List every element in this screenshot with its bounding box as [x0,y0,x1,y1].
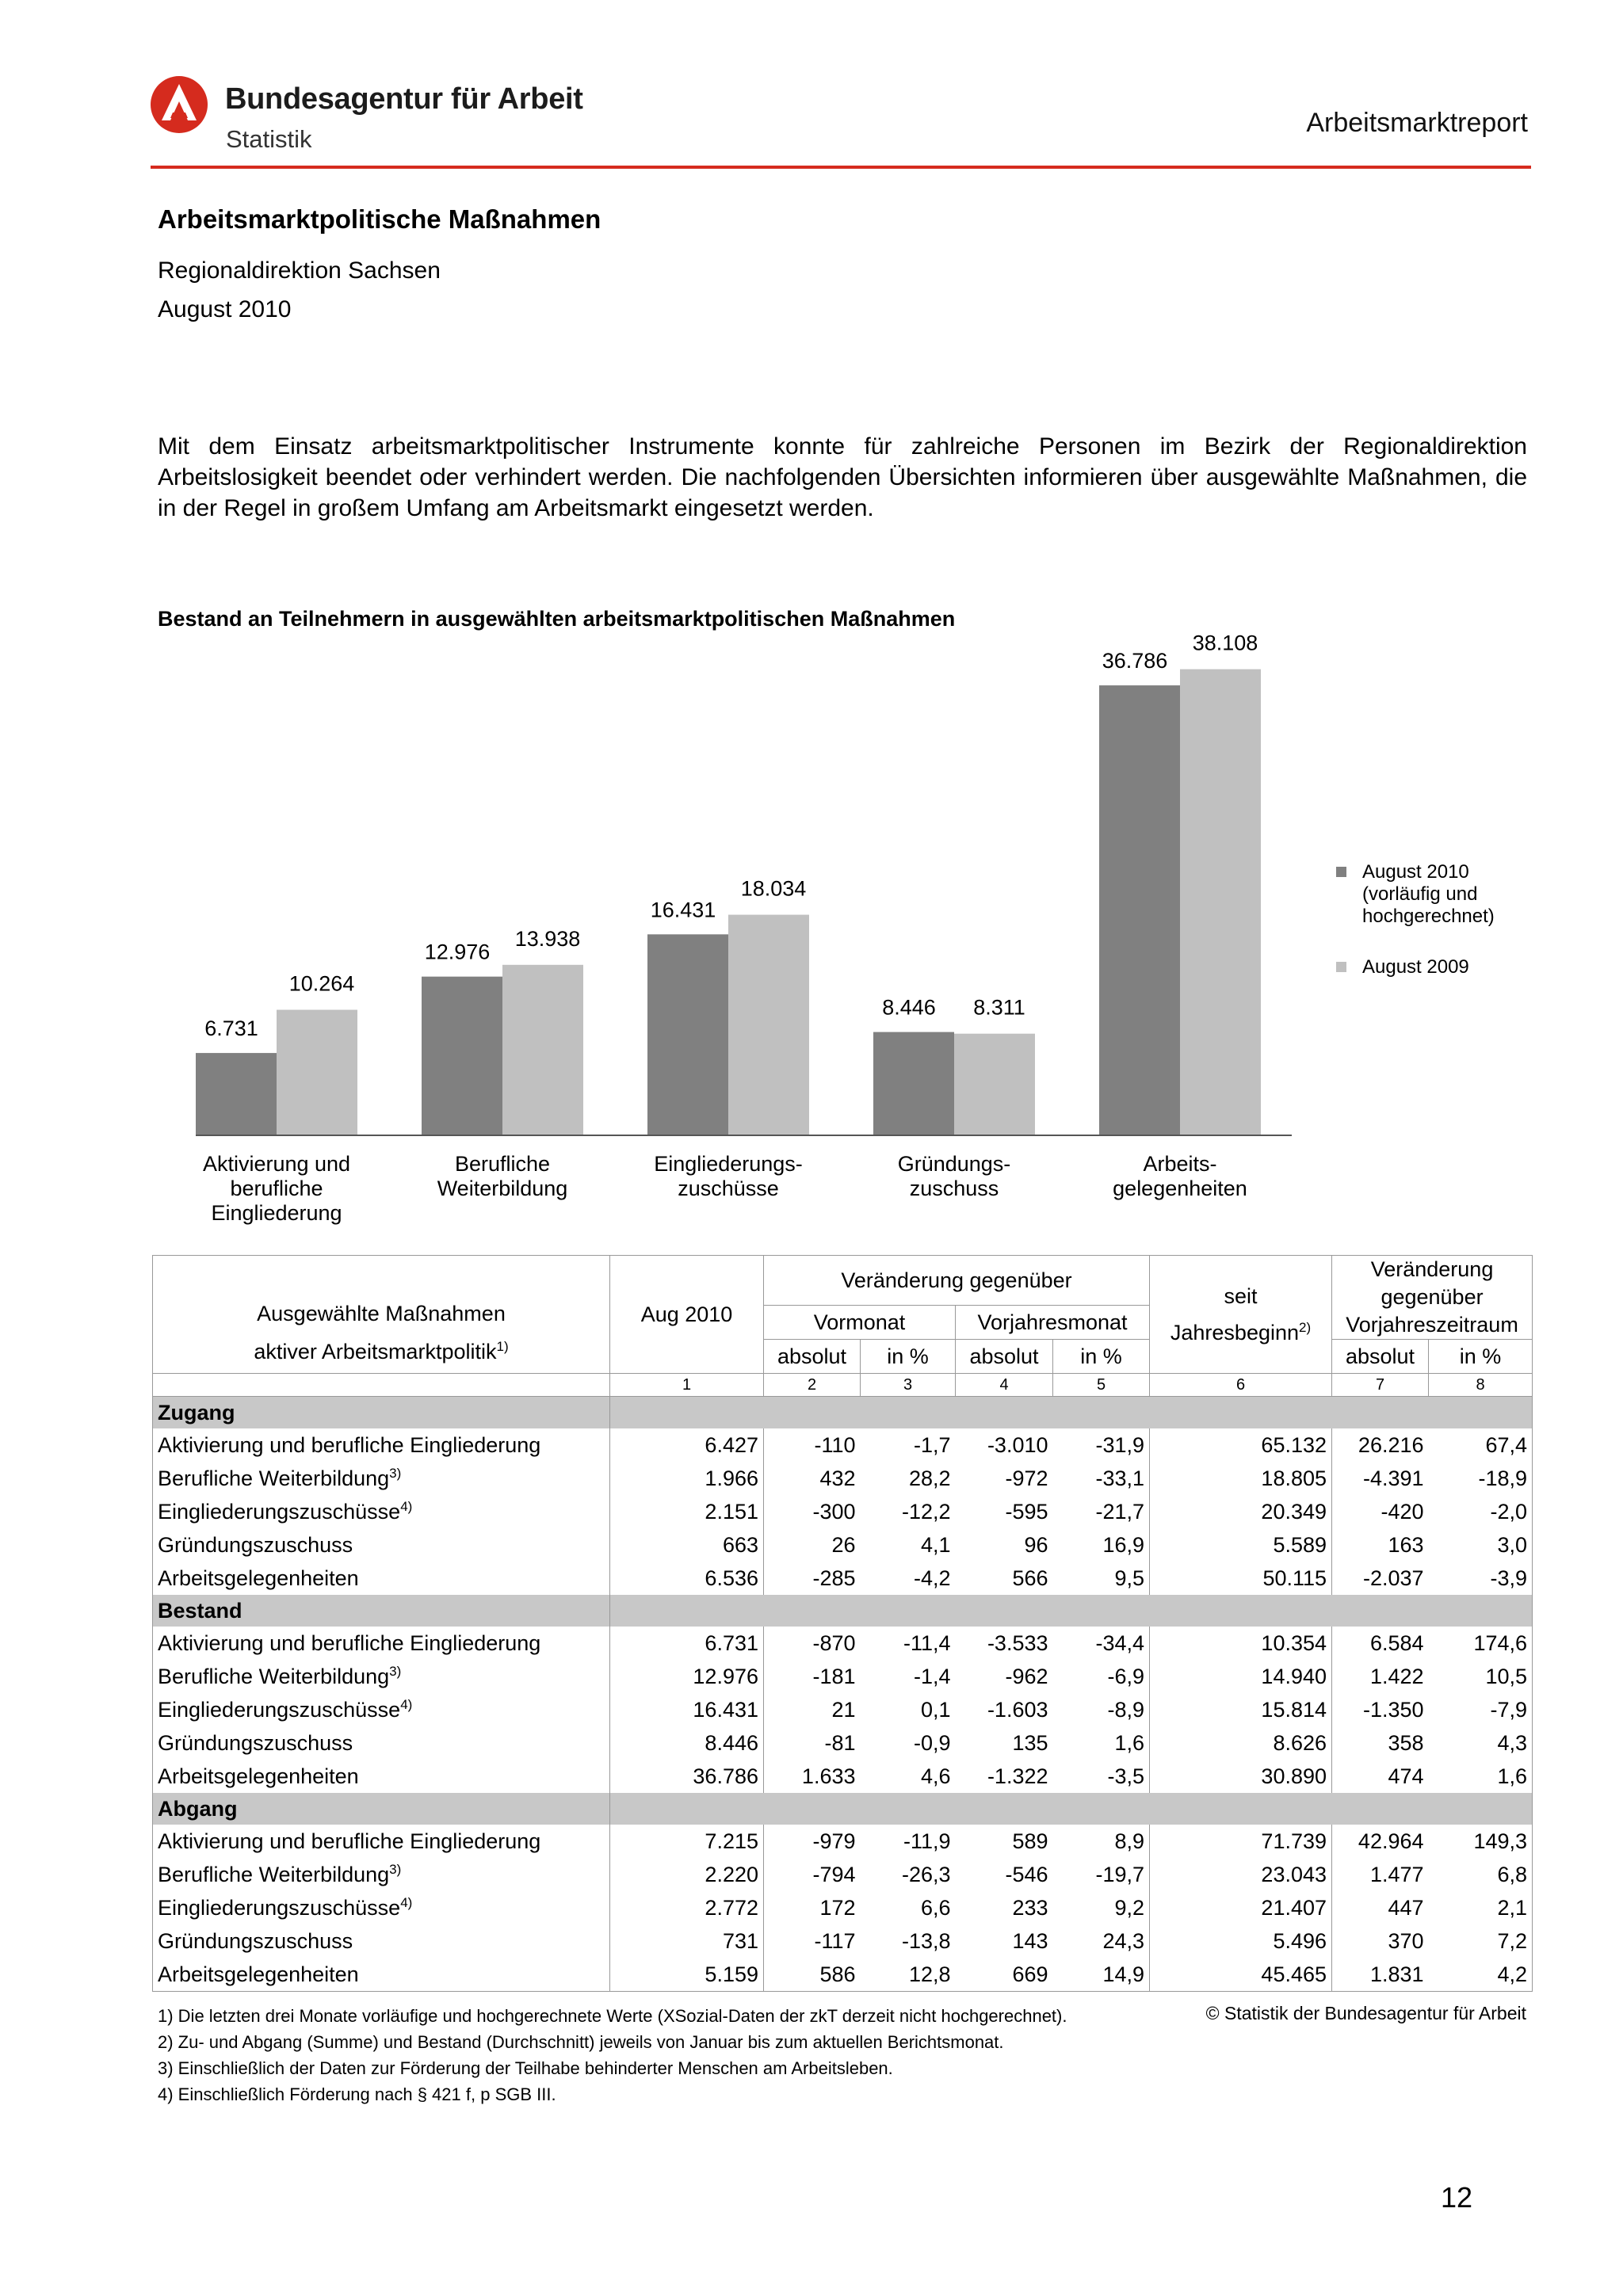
table-cell: -117 [814,1928,856,1953]
header-index-blank [153,1374,610,1397]
table-cell: 16.431 [610,1693,764,1726]
header-vjz-group [1332,1256,1533,1340]
table-cell: 135 [1012,1730,1048,1755]
row-label-sup: 3) [389,1862,402,1877]
table-cell: -1,7 [913,1432,951,1457]
table-cell: -2,0 [1429,1495,1533,1528]
table-cell: 4,3 [1429,1726,1533,1760]
row-label-sup: 3) [389,1664,402,1679]
table-cell: -546 [1005,1862,1048,1886]
header-vjz-absolut: absolut [1332,1340,1429,1374]
footnote-2: 2) Zu- und Abgang (Summe) und Bestand (Durchschnitt) jeweils von Januar bis zum aktuellen Berichtsmonat. [158,2032,1004,2052]
table-cell: 21.407 [1150,1891,1332,1924]
category-label: zuschuss [909,1177,999,1200]
table-cell: 4,1 [920,1532,951,1557]
table-cell: 4,2 [1429,1958,1533,1992]
row-label-text: Gründungszuschuss [158,1928,353,1953]
table-row [153,1693,1533,1726]
row-label-sup: 3) [389,1466,402,1481]
table-cell: -11,9 [903,1829,951,1853]
bar-2009 [502,965,583,1135]
section-fill [610,1595,1533,1627]
bar-2009 [728,915,809,1135]
category-label: Aktivierung und [202,1152,351,1176]
table-cell: 1.831 [1332,1958,1429,1992]
table-row [153,1528,1533,1562]
table-cell: -972 [1005,1466,1048,1490]
footnote-3: 3) Einschließlich der Daten zur Förderung der Teilhabe behinderter Menschen am Arbeitsleben. [158,2058,893,2078]
table-row [153,1760,1533,1793]
header-seit-sup: 2) [1299,1320,1312,1335]
header-vorjahresmonat: Vorjahresmonat [956,1306,1150,1340]
row-label-text: Berufliche Weiterbildung [158,1863,390,1886]
table-cell: 143 [1012,1928,1048,1953]
bar-value-label: 10.264 [288,971,355,996]
table-cell: -794 [812,1862,856,1886]
category-label: berufliche [230,1177,323,1200]
chart-title: Bestand an Teilnehmern in ausgewählten arbeitsmarktpolitischen Maßnahmen [158,607,956,631]
table-cell: -962 [1005,1664,1048,1688]
footnote-4: 4) Einschließlich Förderung nach § 421 f, p SGB III. [158,2084,556,2104]
row-label [153,1924,610,1958]
table-cell: 18.805 [1150,1462,1332,1495]
table-cell: -6,9 [1053,1660,1150,1693]
table-cell: -3,9 [1429,1562,1533,1595]
table-cell: -21,7 [1053,1495,1150,1528]
table-cell: -300 [812,1499,856,1524]
table-cell: -3.533 [987,1630,1048,1655]
table-cell: -26,3 [901,1862,951,1886]
table-cell: 1.633 [801,1764,856,1788]
table-cell: -3.010 [987,1432,1048,1457]
row-label [153,1428,610,1462]
table-cell: 67,4 [1429,1428,1533,1462]
table-row [153,1660,1533,1693]
table-cell: 589 [1012,1829,1048,1853]
table-cell: 172 [819,1895,856,1920]
header-index: 4 [956,1374,1053,1397]
table-cell: 12,8 [861,1958,956,1992]
region-label: Regionaldirektion Sachsen [158,257,441,284]
category-label: Arbeits- [1143,1152,1217,1176]
table-cell: 8.446 [610,1726,764,1760]
bar-2010 [422,977,502,1135]
header-index: 3 [861,1374,956,1397]
category-label: Gründungs- [897,1152,1011,1176]
header-vm-absolut: absolut [764,1340,861,1374]
header-vjz-line1: Veränderung [1370,1257,1494,1281]
table-cell: 30.890 [1150,1760,1332,1793]
table-cell: 7,2 [1429,1924,1533,1958]
table-cell: 71.739 [1150,1825,1332,1858]
report-title: Arbeitsmarktreport [1306,108,1528,138]
table-cell: -1.322 [987,1764,1048,1788]
bar-value-label: 6.731 [204,1016,258,1041]
table-cell: 14,9 [1053,1958,1150,1992]
table-cell: 586 [764,1958,861,1992]
table-cell: 474 [1388,1764,1424,1788]
period-label: August 2010 [158,296,292,322]
table-cell: 65.132 [1150,1428,1332,1462]
row-label-text: Eingliederungszuschüsse [158,1500,401,1524]
header-index: 5 [1053,1374,1150,1397]
table-cell: 149,3 [1429,1825,1533,1858]
table-cell: 26 [831,1532,856,1557]
bar-value-label: 36.786 [1102,649,1168,673]
legend-label: August 2009 [1362,956,1469,978]
header-seit-line1: seit [1224,1284,1258,1308]
table-cell: 6.536 [610,1562,764,1595]
bar-2009 [277,1010,357,1135]
row-label-text: Arbeitsgelegenheiten [158,1764,359,1788]
row-label [153,1495,610,1528]
row-label-text: Berufliche Weiterbildung [158,1665,390,1688]
row-label-sup: 4) [400,1895,413,1910]
table-cell: -420 [1381,1499,1424,1524]
row-label-sup: 4) [400,1697,413,1712]
header-vjm-absolut: absolut [956,1340,1053,1374]
row-label-text: Aktivierung und berufliche Eingliederung [158,1630,541,1655]
table-cell: -1,4 [913,1664,951,1688]
row-label [153,1726,610,1760]
table-cell: 26.216 [1358,1432,1424,1457]
table-cell: 8.626 [1150,1726,1332,1760]
bar-value-label: 13.938 [514,926,581,951]
legend-label: August 2010 [1362,861,1469,883]
table-cell: -3,5 [1053,1760,1150,1793]
table-row [153,1562,1533,1595]
category-label: Berufliche [454,1152,551,1176]
table-cell: 21 [831,1697,856,1722]
table-cell: 2.772 [610,1891,764,1924]
row-label [153,1825,610,1858]
bar-2010 [1099,685,1180,1135]
table-cell: 6.731 [610,1627,764,1660]
bar-value-label: 38.108 [1192,631,1258,655]
page-number: 12 [1440,2181,1472,2214]
section-name: Zugang [153,1397,610,1429]
bar-2010 [196,1053,277,1135]
table-cell: 1,6 [1429,1760,1533,1793]
row-label [153,1760,610,1793]
bar-value-label: 12.976 [424,940,491,964]
category-label: gelegenheiten [1113,1177,1247,1200]
table-cell: 447 [1388,1895,1424,1920]
row-label [153,1891,610,1924]
header-seit-jahresbeginn [1150,1256,1332,1374]
bar-2009 [954,1034,1035,1135]
table-cell: 5.589 [1150,1528,1332,1562]
table-cell: 6,8 [1429,1858,1533,1891]
table-cell: -81 [824,1730,856,1755]
section-name: Abgang [153,1793,610,1825]
table-cell: -11,4 [903,1630,951,1655]
row-label [153,1562,610,1595]
row-label-text: Berufliche Weiterbildung [158,1466,390,1490]
table-cell: -110 [814,1432,856,1457]
table-cell: -979 [812,1829,856,1853]
table-cell: -285 [812,1566,856,1590]
row-label-text: Arbeitsgelegenheiten [158,1566,359,1590]
row-label [153,1958,610,1992]
table-row [153,1891,1533,1924]
table-cell: -4.391 [1362,1466,1424,1490]
row-label [153,1627,610,1660]
header-measures-sup: 1) [496,1339,509,1354]
table-cell: 663 [610,1528,764,1562]
row-label-text: Aktivierung und berufliche Eingliederung [158,1432,541,1457]
footnotes [158,2003,1067,2107]
table-cell: 23.043 [1150,1858,1332,1891]
bar-value-label: 16.431 [650,898,716,922]
table-row [153,1858,1533,1891]
header-measures-line2: aktiver Arbeitsmarktpolitik [254,1340,497,1363]
measures-table [152,1255,1533,1992]
table-cell: -12,2 [901,1499,951,1524]
header-vjz-line2: gegenüber [1381,1285,1484,1309]
table-cell: 669 [956,1958,1053,1992]
category-label: Eingliederung [211,1201,342,1225]
table-cell: -2.037 [1362,1566,1424,1590]
row-label [153,1462,610,1495]
header-measures [153,1256,610,1374]
header-vormonat: Vormonat [764,1306,956,1340]
table-cell: -19,7 [1053,1858,1150,1891]
table-cell: 24,3 [1053,1924,1150,1958]
table-cell: -7,9 [1429,1693,1533,1726]
header-vjm-pct: in % [1053,1340,1150,1374]
table-cell: 50.115 [1150,1562,1332,1595]
section-fill [610,1397,1533,1429]
category-label: Weiterbildung [437,1177,568,1200]
table-cell: 731 [610,1924,764,1958]
table-row [153,1428,1533,1462]
table-cell: 10,5 [1429,1660,1533,1693]
table-cell: 358 [1388,1730,1424,1755]
legend-label: hochgerechnet) [1362,906,1495,927]
table-cell: 233 [1012,1895,1048,1920]
table-cell: 1,6 [1053,1726,1150,1760]
table-cell: 6,6 [920,1895,951,1920]
header-vjz-line3: Vorjahreszeitraum [1346,1313,1518,1337]
row-label-text: Gründungszuschuss [158,1532,353,1557]
table-cell: 10.354 [1150,1627,1332,1660]
table-section-row [153,1397,1533,1429]
table-cell: 9,2 [1053,1891,1150,1924]
header-index: 6 [1150,1374,1332,1397]
table-cell: 174,6 [1429,1627,1533,1660]
bar-2010 [647,934,728,1135]
row-label-text: Arbeitsgelegenheiten [158,1962,359,1986]
table-cell: 9,5 [1053,1562,1150,1595]
table-row [153,1958,1533,1992]
category-label: Eingliederungs- [654,1152,803,1176]
copyright: © Statistik der Bundesagentur für Arbeit [1205,2003,1526,2023]
legend-label: (vorläufig und [1362,883,1478,905]
row-label [153,1528,610,1562]
legend-swatch [1336,867,1346,877]
table-section-row [153,1793,1533,1825]
table-cell: 2.220 [610,1858,764,1891]
table-cell: 14.940 [1150,1660,1332,1693]
header-change-group: Veränderung gegenüber [764,1256,1150,1306]
table-section-row [153,1595,1533,1627]
section-fill [610,1793,1533,1825]
table-row [153,1495,1533,1528]
table-cell: -0,9 [913,1730,951,1755]
header-seit-line2: Jahresbeginn [1170,1321,1300,1344]
header-index: 2 [764,1374,861,1397]
header-aug-2010: Aug 2010 [610,1256,764,1374]
bar-2010 [873,1032,954,1135]
table-cell: 1.477 [1369,1862,1424,1886]
legend-swatch [1336,962,1346,972]
row-label-text: Eingliederungszuschüsse [158,1896,401,1920]
table-cell: 5.496 [1150,1924,1332,1958]
bar-value-label: 18.034 [740,876,807,901]
table-cell: 0,1 [920,1697,951,1722]
table-cell: 28,2 [908,1466,951,1490]
brand-subtitle: Statistik [226,125,312,153]
table-cell: 432 [819,1466,856,1490]
table-cell: 1.966 [610,1462,764,1495]
table-cell: -31,9 [1053,1428,1150,1462]
table-cell: 1.422 [1369,1664,1424,1688]
table-cell: -18,9 [1429,1462,1533,1495]
header-vjz-pct: in % [1429,1340,1533,1374]
intro-paragraph: Mit dem Einsatz arbeitsmarktpolitischer Instrumente konnte für zahlreiche Personen im Bezirk der Regionaldirektion Arbeitslosigkeit beendet oder verhindert werden. Die nachfolgenden Übersichten informieren über ausgewählte Maßnahmen, die in der Regel in großem Umfang am Arbeitsmarkt eingesetzt werden. [158,433,1527,521]
table-cell: -595 [1005,1499,1048,1524]
table-cell: 5.159 [610,1958,764,1992]
bar-2009 [1180,669,1261,1135]
table-cell: 15.814 [1150,1693,1332,1726]
table-cell: -1.350 [1362,1697,1424,1722]
table-cell: 20.349 [1150,1495,1332,1528]
table-cell: -1.603 [987,1697,1048,1722]
table-cell: -34,4 [1053,1627,1150,1660]
table-cell: -8,9 [1053,1693,1150,1726]
table-row [153,1627,1533,1660]
table-row [153,1924,1533,1958]
table-cell: -181 [812,1664,856,1688]
table-cell: 566 [1012,1566,1048,1590]
table-cell: 3,0 [1429,1528,1533,1562]
table-cell: 7.215 [610,1825,764,1858]
table-cell: 6.427 [610,1428,764,1462]
header-measures-line1: Ausgewählte Maßnahmen [257,1302,506,1325]
table-cell: 16,9 [1053,1528,1150,1562]
row-label-sup: 4) [400,1499,413,1514]
table-cell: 6.584 [1369,1630,1424,1655]
bar-value-label: 8.446 [882,995,936,1020]
row-label-text: Aktivierung und berufliche Eingliederung [158,1829,541,1853]
table-row [153,1462,1533,1495]
table-cell: 45.465 [1150,1958,1332,1992]
table-cell: -4,2 [913,1566,951,1590]
table-cell: 36.786 [610,1760,764,1793]
bar-value-label: 8.311 [973,995,1025,1020]
table-cell: 163 [1388,1532,1424,1557]
row-label [153,1660,610,1693]
row-label-text: Gründungszuschuss [158,1730,353,1755]
header-index: 8 [1429,1374,1533,1397]
header-index: 1 [610,1374,764,1397]
table-cell: 2,1 [1429,1891,1533,1924]
table-cell: 4,6 [920,1764,951,1788]
table-cell: 96 [1024,1532,1048,1557]
table-cell: 12.976 [610,1660,764,1693]
table-cell: 42.964 [1358,1829,1424,1853]
table-cell: 370 [1388,1928,1424,1953]
page-title: Arbeitsmarktpolitische Maßnahmen [158,204,601,234]
table-cell: 8,9 [1053,1825,1150,1858]
footnote-1: 1) Die letzten drei Monate vorläufige und hochgerechnete Werte (XSozial-Daten der zkT derzeit nicht hochgerechnet). [158,2006,1067,2026]
row-label [153,1858,610,1891]
brand-name: Bundesagentur für Arbeit [225,82,583,116]
row-label [153,1693,610,1726]
table-cell: -33,1 [1053,1462,1150,1495]
category-label: zuschüsse [678,1177,779,1200]
table-cell: -13,8 [901,1928,951,1953]
table-row [153,1825,1533,1858]
row-label-text: Eingliederungszuschüsse [158,1698,401,1722]
table-cell: 2.151 [610,1495,764,1528]
header-index: 7 [1332,1374,1429,1397]
header-vm-pct: in % [861,1340,956,1374]
table-row [153,1726,1533,1760]
section-name: Bestand [153,1595,610,1627]
table-cell: -870 [812,1630,856,1655]
